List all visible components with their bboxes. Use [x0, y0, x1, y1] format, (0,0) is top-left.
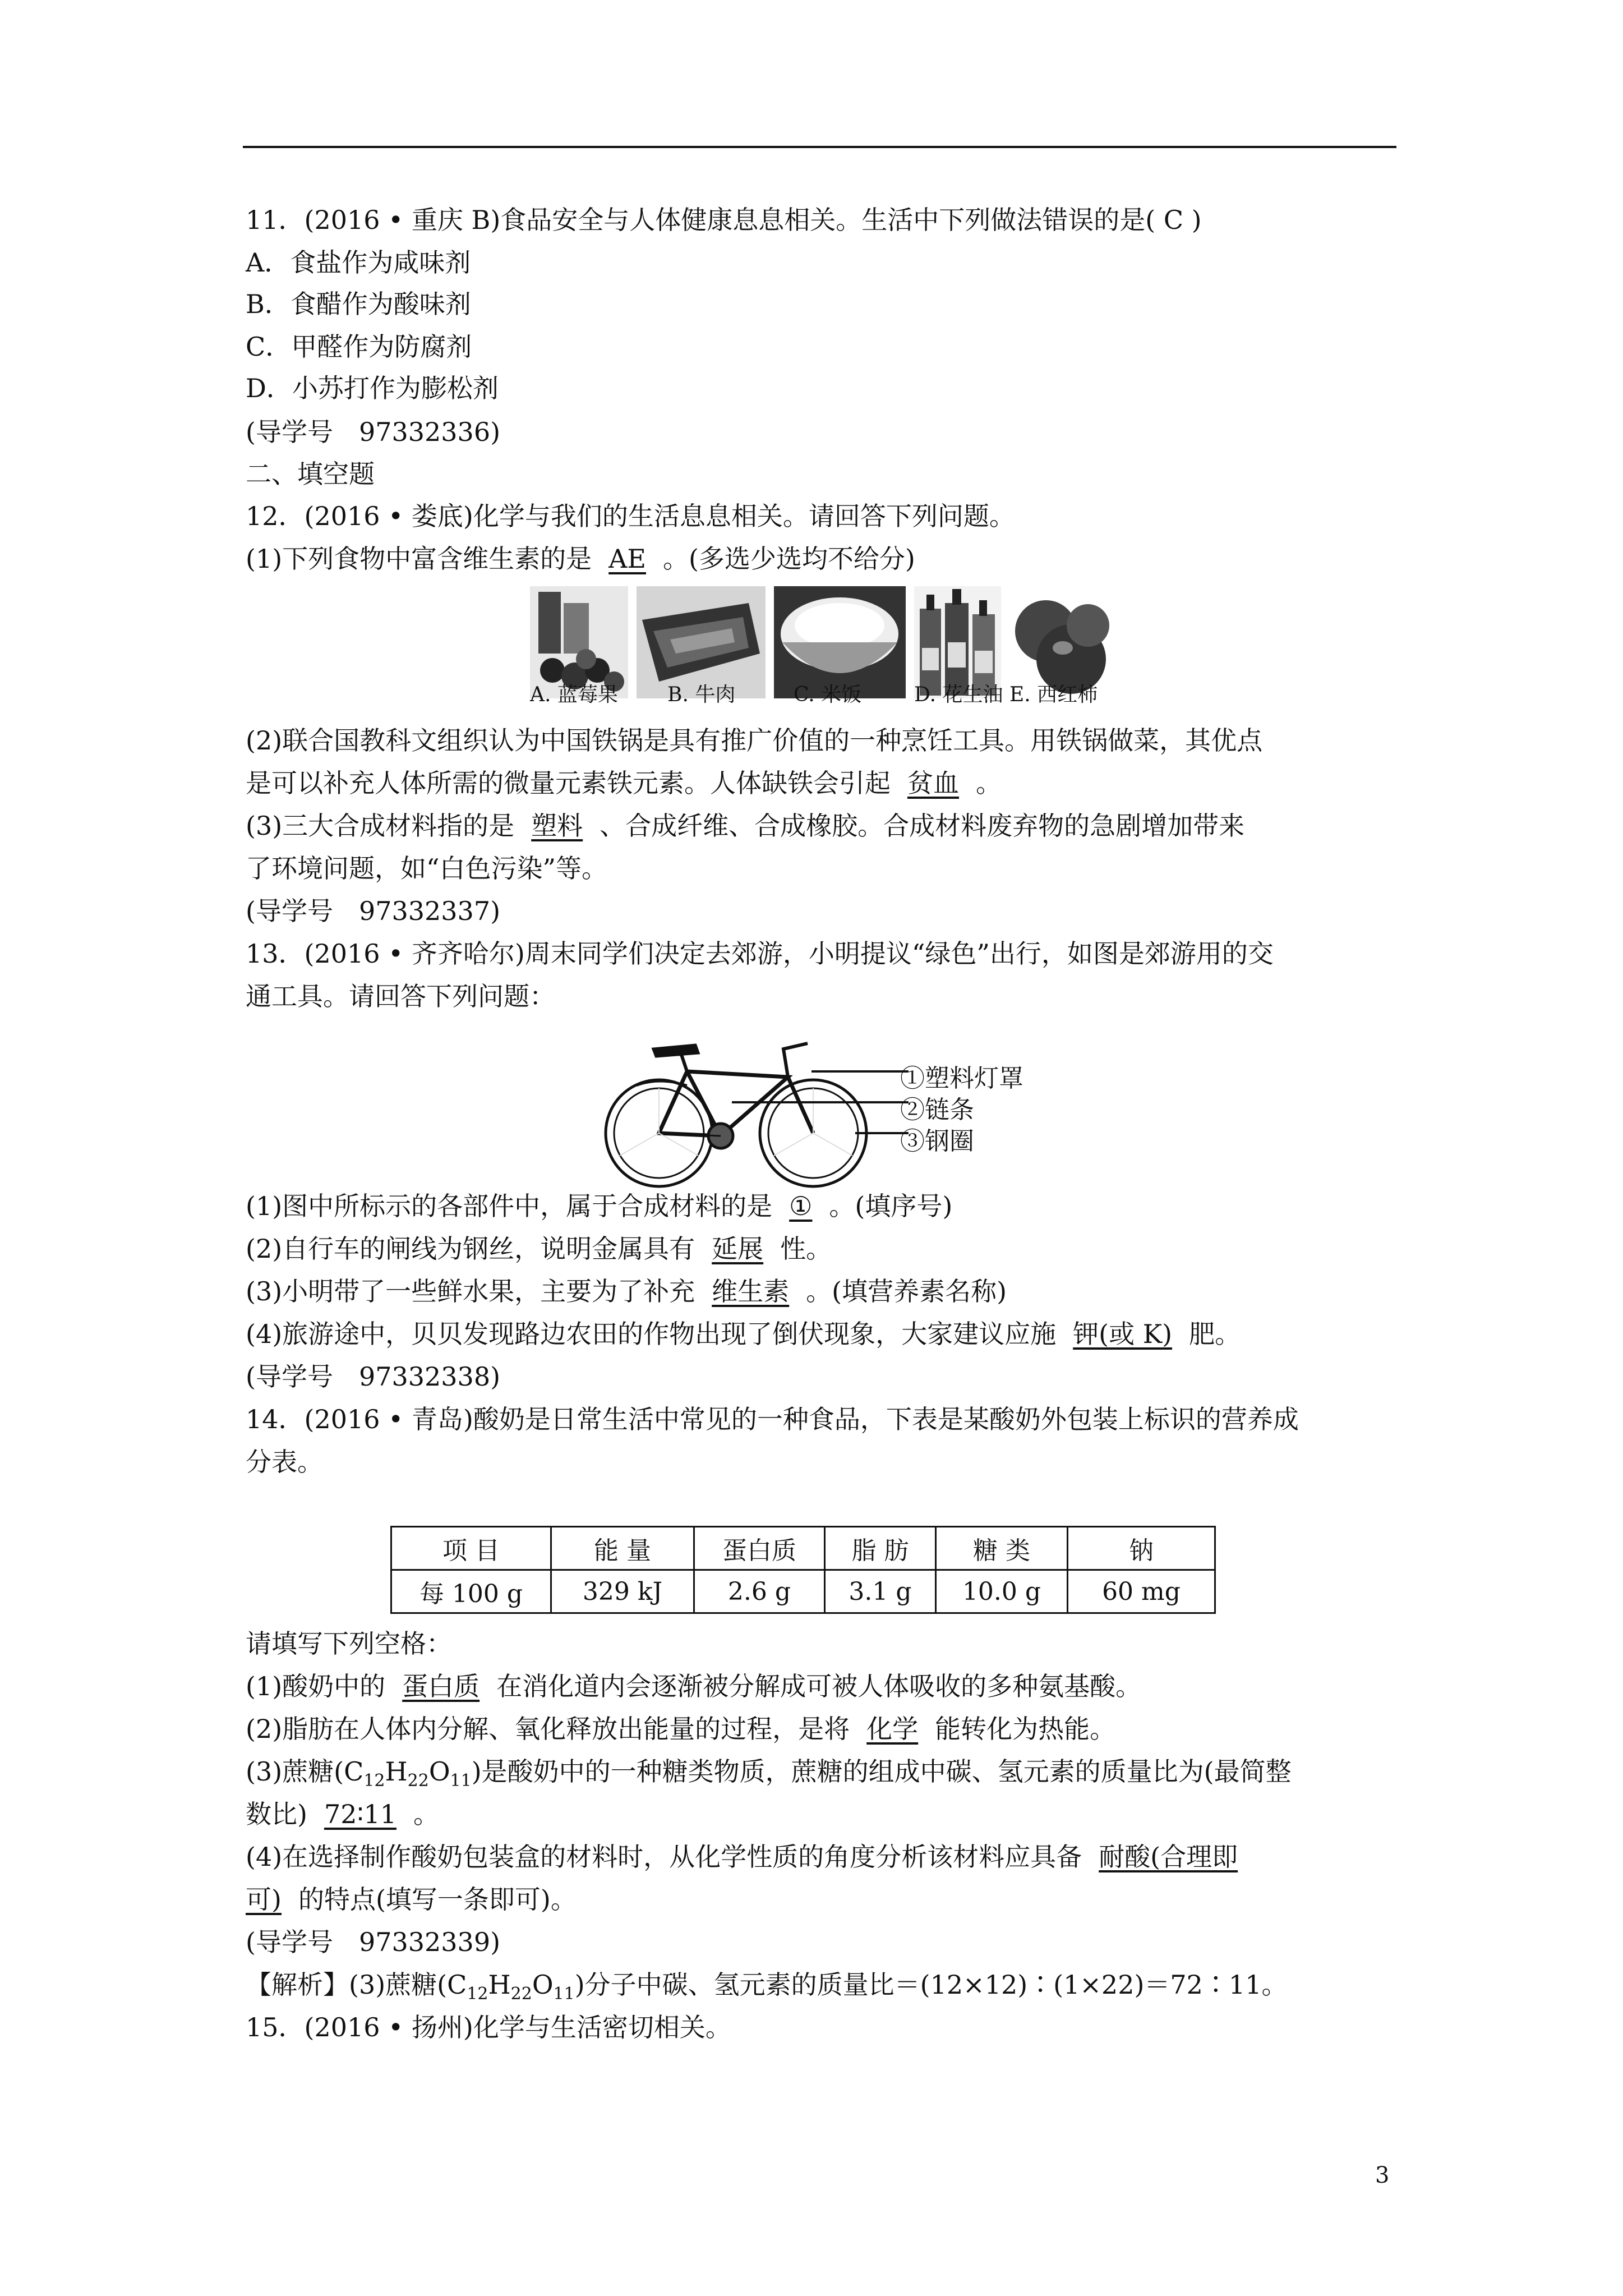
q13-part3: (3)小明带了一些鲜水果，主要为了补充 维生素 。(填营养素名称) — [246, 1274, 1007, 1308]
page-number: 3 — [1375, 2162, 1390, 2188]
q14-stem-line1: 14．(2016 • 青岛)酸奶是日常生活中常见的一种食品，下表是某酸奶外包装上标识的营养成 — [246, 1404, 1299, 1434]
q15-stem: 15．(2016 • 扬州)化学与生活密切相关。 — [246, 2012, 731, 2042]
table-cell: 2.6 g — [694, 1570, 825, 1613]
q12-answer-2: 贫血 — [907, 768, 959, 798]
q14-part4-line1: (4)在选择制作酸奶包装盒的材料时，从化学性质的角度分析该材料应具备 耐酸(合理即 — [246, 1840, 1238, 1874]
q14-part4-line2: 可) 的特点(填写一条即可)。 — [246, 1883, 577, 1916]
q11-ref: (导学号 97332336) — [246, 417, 501, 447]
label-steel-rim: ③钢圈 — [900, 1127, 974, 1156]
q13-answer-4: 钾(或 K) — [1073, 1319, 1173, 1349]
q14-fill-prompt: 请填写下列空格： — [246, 1628, 452, 1659]
q12-stem: 12．(2016 • 娄底)化学与我们的生活息息相关。请回答下列问题。 — [246, 501, 1015, 531]
bicycle-labels — [900, 1063, 1023, 1157]
nutrition-table — [390, 1526, 1216, 1614]
q12-part1: (1)下列食物中富含维生素的是 AE 。(多选少选均不给分) — [246, 542, 915, 576]
table-header-cell: 项 目 — [391, 1527, 551, 1570]
table-header-cell: 钠 — [1068, 1527, 1215, 1570]
q14-ref: (导学号 97332339) — [246, 1927, 501, 1957]
q13-answer-2: 延展 — [712, 1234, 764, 1264]
table-header-cell: 能 量 — [551, 1527, 694, 1570]
q14-analysis: 【解析】(3)蔗糖$(C_{12}H_{22}O_{11})$分子中碳、氢元素的质量比＝(12×12)∶(1×22)＝72∶11。 — [246, 1970, 1288, 2004]
table-header-cell: 脂 肪 — [825, 1527, 936, 1570]
label-plastic-lampshade: ①塑料灯罩 — [900, 1064, 1023, 1093]
header-rule — [243, 146, 1396, 148]
table-header-row — [391, 1527, 1215, 1570]
q11-option-b: B．食醋作为酸味剂 — [246, 289, 471, 319]
q12-ref: (导学号 97332337) — [246, 896, 501, 926]
q12-part2-line1: (2)联合国教科文组织认为中国铁锅是具有推广价值的一种烹饪工具。用铁锅做菜，其优点 — [246, 725, 1263, 756]
q12-answer-1: AE — [608, 544, 646, 574]
q14-stem-line2: 分表。 — [246, 1447, 323, 1477]
q11-option-a: A．食盐作为咸味剂 — [246, 247, 471, 278]
q12-part3-line1: (3)三大合成材料指的是 塑料 、合成纤维、合成橡胶。合成材料废弃物的急剧增加带来 — [246, 809, 1244, 843]
q11-option-d: D．小苏打作为膨松剂 — [246, 373, 499, 403]
q14-part3-line1: (3)蔗糖$(C_{12}H_{22}O_{11})$是酸奶中的一种糖类物质，蔗糖的组成中碳、氢元素的质量比为(最简整 — [246, 1756, 1292, 1791]
q12-answer-3: 塑料 — [531, 811, 583, 841]
q11-option-c: C．甲醛作为防腐剂 — [246, 332, 472, 362]
q13-stem-line2: 通工具。请回答下列问题： — [246, 981, 555, 1011]
q14-answer-4b: 可) — [246, 1884, 282, 1915]
table-header-cell: 糖 类 — [936, 1527, 1068, 1570]
q13-part2: (2)自行车的闸线为钢丝，说明金属具有 延展 性。 — [246, 1232, 832, 1266]
q13-part4: (4)旅游途中，贝贝发现路边农田的作物出现了倒伏现象，大家建议应施 钾(或 K) 肥。 — [246, 1317, 1241, 1351]
q13-ref: (导学号 97332338) — [246, 1361, 501, 1392]
table-row — [391, 1570, 1215, 1613]
q13-part1: (1)图中所标示的各部件中，属于合成材料的是 ① 。(填序号) — [246, 1189, 952, 1223]
label-chain: ②链条 — [900, 1096, 974, 1124]
q14-answer-3: 72∶11 — [324, 1799, 396, 1829]
bicycle-diagram — [603, 1024, 909, 1192]
table-cell: 每 100 g — [391, 1570, 551, 1613]
q13-answer-3: 维生素 — [712, 1276, 790, 1306]
q14-answer-2: 化学 — [866, 1714, 919, 1744]
q11-stem: 11．(2016 • 重庆 B)食品安全与人体健康息息相关。生活中下列做法错误的是( C ) — [246, 205, 1202, 235]
table-header-cell: 蛋白质 — [694, 1527, 825, 1570]
q13-answer-1: ① — [789, 1191, 813, 1221]
q13-stem-line1: 13．(2016 • 齐齐哈尔)周末同学们决定去郊游，小明提议“绿色”出行，如图是郊游用的交 — [246, 938, 1274, 969]
section-fill-in: 二、填空题 — [246, 459, 375, 489]
q14-part2: (2)脂肪在人体内分解、氧化释放出能量的过程，是将 化学 能转化为热能。 — [246, 1712, 1115, 1746]
table-cell: 10.0 g — [936, 1570, 1068, 1613]
q14-part3-line2: 数比) 72∶11 。 — [246, 1797, 439, 1831]
q14-answer-4a: 耐酸(合理即 — [1099, 1842, 1238, 1872]
q12-part2-line2: 是可以补充人体所需的微量元素铁元素。人体缺铁会引起 贫血 。 — [246, 766, 1002, 800]
q12-part3-line2: 了环境问题，如“白色污染”等。 — [246, 853, 608, 884]
q14-answer-1: 蛋白质 — [402, 1671, 480, 1701]
table-cell: 329 kJ — [551, 1570, 694, 1613]
table-cell: 60 mg — [1068, 1570, 1215, 1613]
q14-part1: (1)酸奶中的 蛋白质 在消化道内会逐渐被分解成可被人体吸收的多种氨基酸。 — [246, 1669, 1141, 1703]
table-cell: 3.1 g — [825, 1570, 936, 1613]
